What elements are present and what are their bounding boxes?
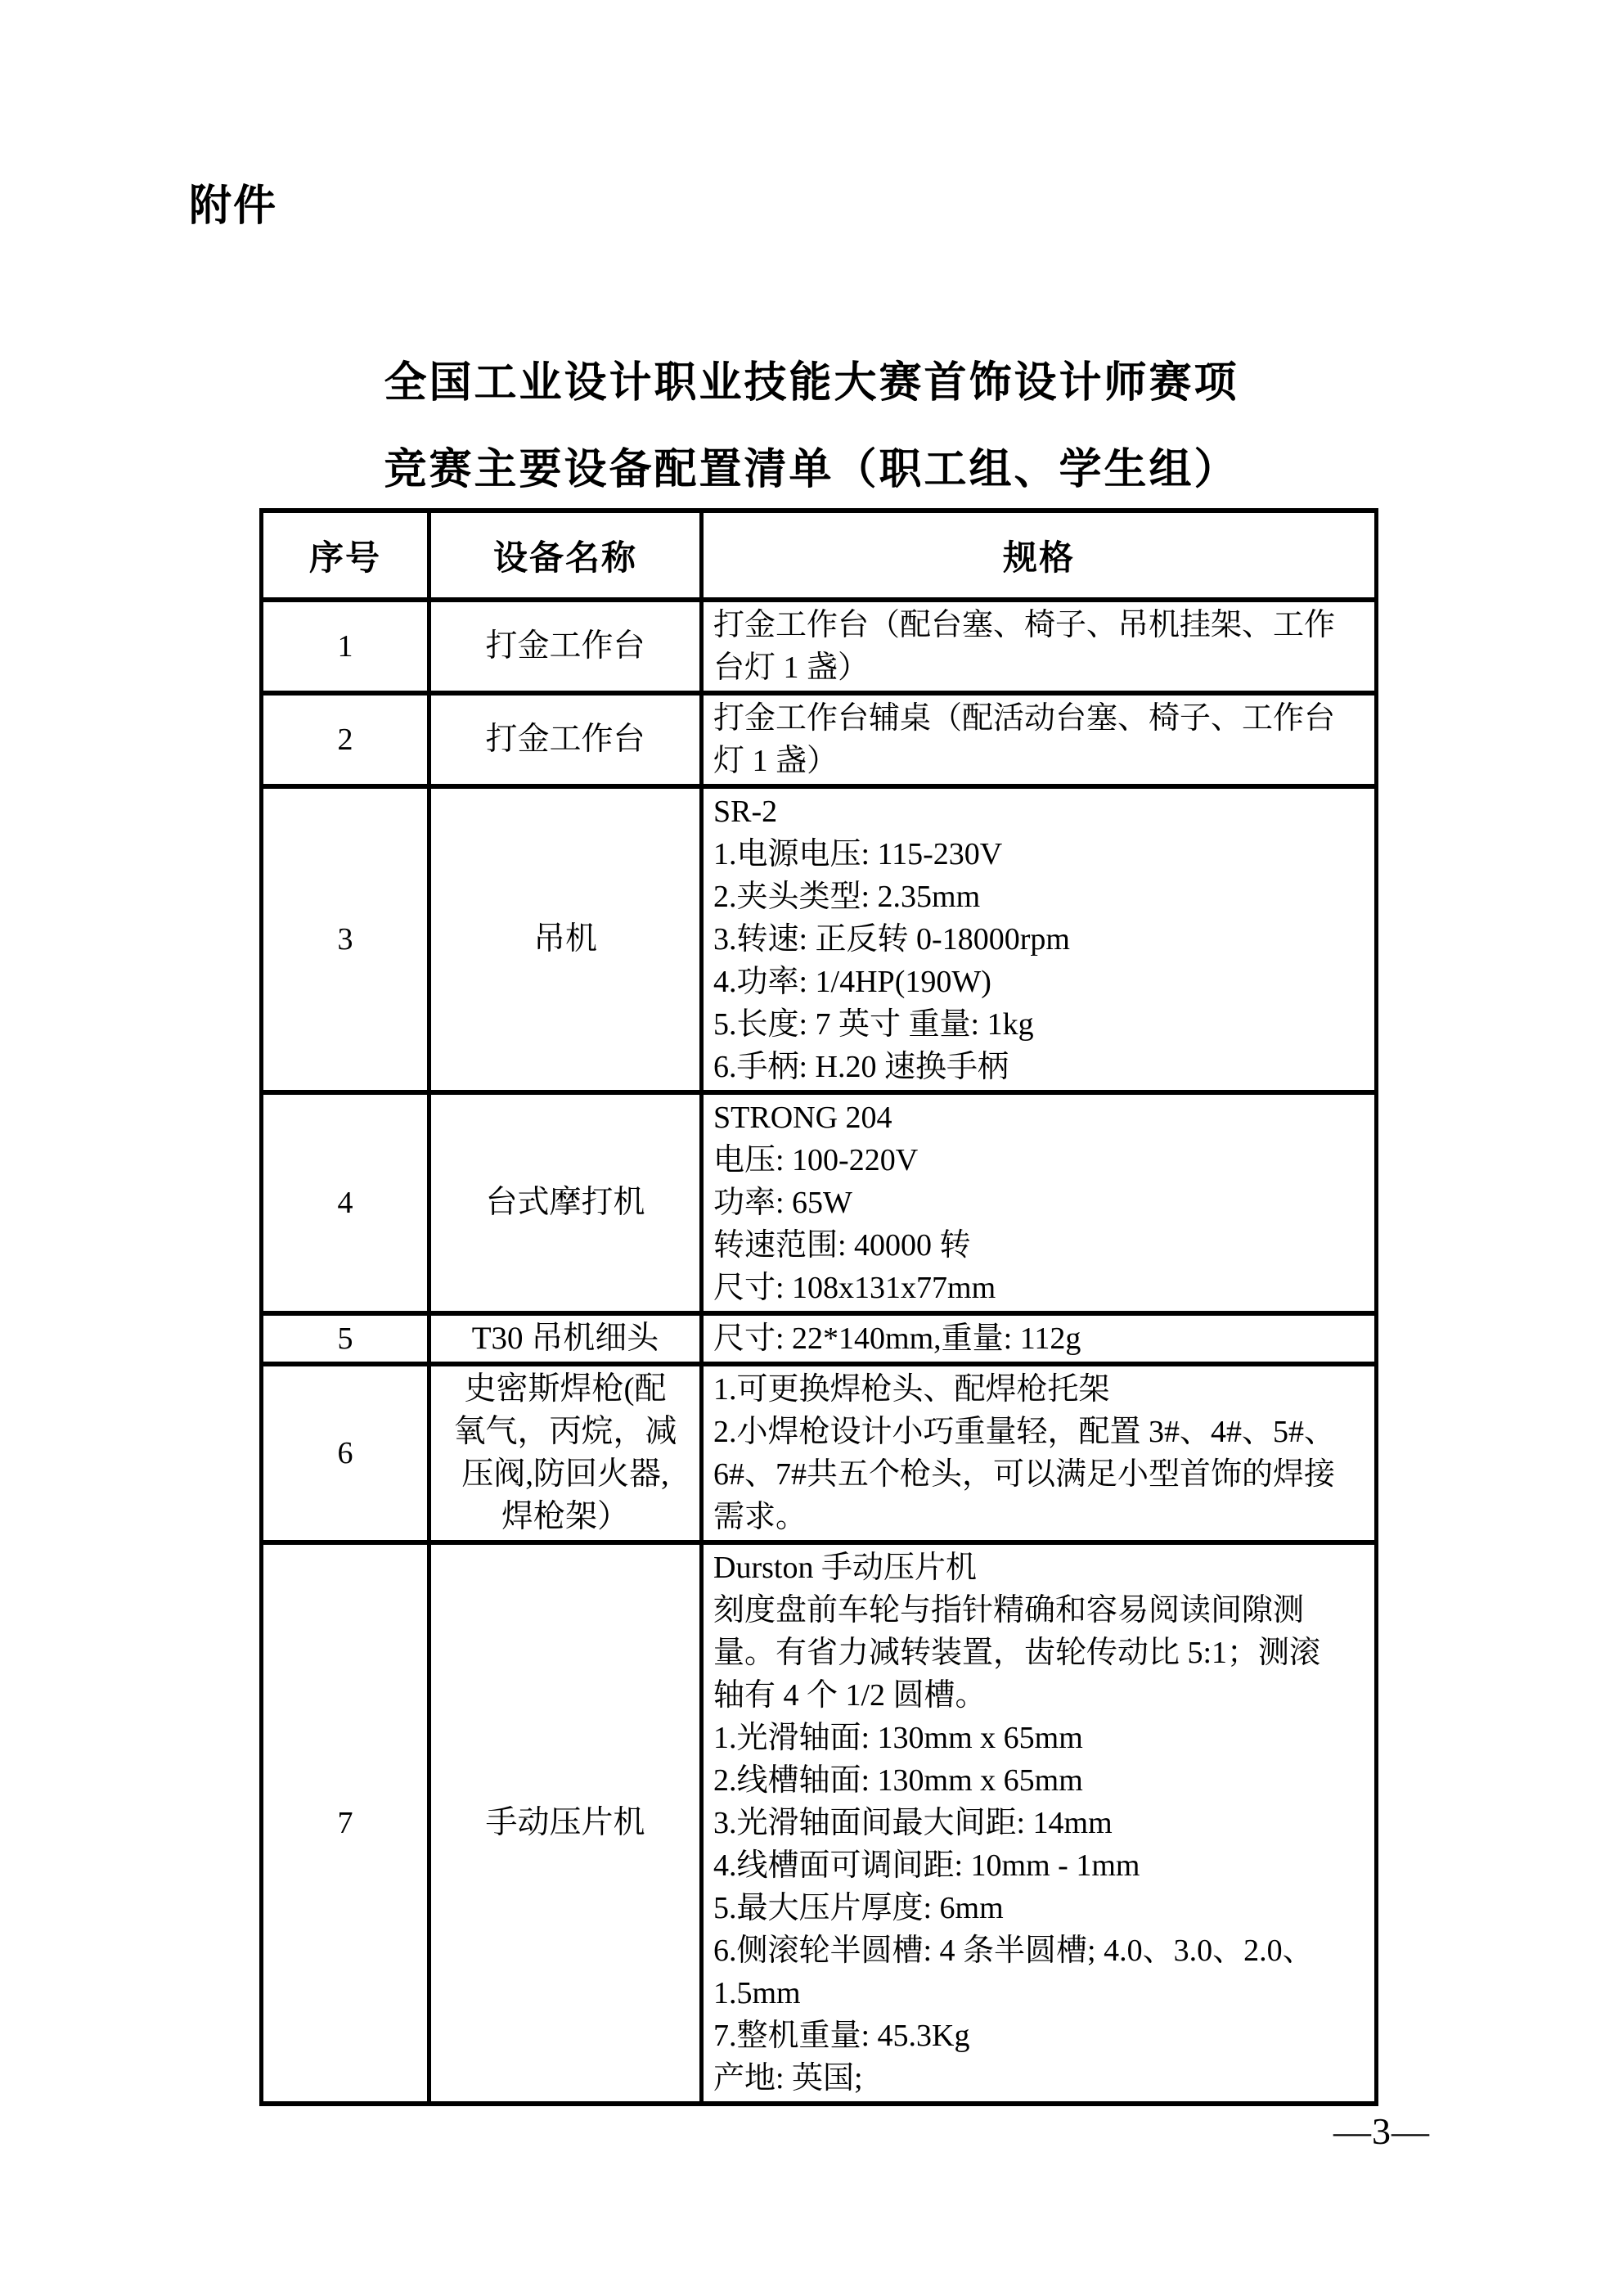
specification-line: 1.可更换焊枪头、配焊枪托架 xyxy=(713,1372,1110,1407)
specification-cell xyxy=(702,600,1377,693)
row-serial-number: 2 xyxy=(262,693,429,786)
specification-cell xyxy=(702,786,1377,1092)
specification-line: 6.手柄: H.20 速换手柄 xyxy=(713,1050,1009,1084)
table-row xyxy=(262,1092,1377,1313)
specification-line: 量。有省力减转装置，齿轮传动比 5:1；测滚 xyxy=(713,1636,1321,1670)
equipment-name-cell xyxy=(429,600,702,693)
equipment-name-line: 史密斯焊枪(配 xyxy=(464,1371,667,1407)
specification-line: 刻度盘前车轮与指针精确和容易阅读间隙测 xyxy=(713,1593,1305,1627)
specification-line: Durston 手动压片机 xyxy=(713,1551,977,1585)
specification-line: 产地: 英国; xyxy=(713,2061,863,2096)
document-title xyxy=(0,358,1623,496)
table-row xyxy=(262,1542,1377,2104)
equipment-name-line: 压阀,防回火器, xyxy=(461,1456,669,1492)
attachment-label: 附件 xyxy=(189,182,278,230)
equipment-name-cell xyxy=(429,1364,702,1542)
specification-line: 灯 1 盏） xyxy=(713,744,838,778)
specification-cell xyxy=(702,1364,1377,1542)
table-header-row xyxy=(262,511,1377,600)
equipment-name-line: 打金工作台 xyxy=(485,628,645,664)
specification-line: 打金工作台辅桌（配活动台塞、椅子、工作台 xyxy=(713,701,1336,736)
specification-line: 尺寸: 108x131x77mm xyxy=(713,1271,996,1305)
table-row xyxy=(262,786,1377,1092)
equipment-name-line: 台式摩打机 xyxy=(485,1185,645,1220)
equipment-name-line: 氧气，丙烷，减 xyxy=(453,1414,677,1449)
header-equipment-name: 设备名称 xyxy=(429,511,702,600)
specification-line: SR-2 xyxy=(713,795,778,829)
specification-line: 2.夹头类型: 2.35mm xyxy=(713,880,981,914)
specification-line: 3.转速: 正反转 0-18000rpm xyxy=(713,922,1070,957)
specification-line: 6#、7#共五个枪头，可以满足小型首饰的焊接 xyxy=(713,1457,1336,1492)
row-serial-number: 1 xyxy=(262,600,429,693)
equipment-name-cell xyxy=(429,1092,702,1313)
specification-line: 4.功率: 1/4HP(190W) xyxy=(713,965,991,999)
table-row xyxy=(262,1313,1377,1364)
specification-line: 打金工作台（配台塞、椅子、吊机挂架、工作 xyxy=(713,608,1336,642)
specification-line: 1.电源电压: 115-230V xyxy=(713,837,1003,871)
document-title-line2: 竞赛主要设备配置清单（职工组、学生组） xyxy=(384,447,1239,493)
equipment-name-cell xyxy=(429,1313,702,1364)
specification-line: 5.最大压片厚度: 6mm xyxy=(713,1891,1004,1925)
specification-cell xyxy=(702,1542,1377,2104)
table-row xyxy=(262,1364,1377,1542)
equipment-name-line: 焊枪架） xyxy=(501,1499,629,1534)
specification-line: 7.整机重量: 45.3Kg xyxy=(713,2019,970,2053)
equipment-name-line: 打金工作台 xyxy=(485,722,645,757)
equipment-name-cell xyxy=(429,786,702,1092)
header-specification: 规格 xyxy=(702,511,1377,600)
equipment-name-line: 手动压片机 xyxy=(485,1805,645,1840)
row-serial-number: 3 xyxy=(262,786,429,1092)
specification-cell xyxy=(702,693,1377,786)
table-row xyxy=(262,600,1377,693)
specification-line: 电压: 100-220V xyxy=(713,1143,919,1177)
specification-line: 尺寸: 22*140mm,重量: 112g xyxy=(713,1321,1081,1356)
page-number: —3— xyxy=(1333,2110,1430,2152)
equipment-name-cell xyxy=(429,693,702,786)
equipment-name-line: T30 吊机细头 xyxy=(471,1321,659,1356)
specification-line: 台灯 1 盏） xyxy=(713,651,870,685)
document-title-line1: 全国工业设计职业技能大赛首饰设计师赛项 xyxy=(384,360,1239,407)
specification-line: 1.5mm xyxy=(713,1976,801,2010)
row-serial-number: 7 xyxy=(262,1542,429,2104)
specification-line: STRONG 204 xyxy=(713,1101,892,1135)
equipment-name-cell xyxy=(429,1542,702,2104)
specification-line: 需求。 xyxy=(713,1500,807,1534)
specification-line: 功率: 65W xyxy=(713,1186,852,1220)
equipment-table-body xyxy=(262,600,1377,2104)
specification-line: 轴有 4 个 1/2 圆槽。 xyxy=(713,1678,987,1713)
row-serial-number: 4 xyxy=(262,1092,429,1313)
specification-line: 转速范围: 40000 转 xyxy=(713,1228,971,1263)
row-serial-number: 6 xyxy=(262,1364,429,1542)
specification-line: 4.线槽面可调间距: 10mm - 1mm xyxy=(713,1848,1140,1883)
equipment-name-line: 吊机 xyxy=(533,921,597,957)
specification-line: 5.长度: 7 英寸 重量: 1kg xyxy=(713,1007,1034,1042)
specification-line: 2.小焊枪设计小巧重量轻，配置 3#、4#、5#、 xyxy=(713,1415,1336,1449)
header-serial-number: 序号 xyxy=(262,511,429,600)
specification-cell xyxy=(702,1092,1377,1313)
equipment-table xyxy=(259,508,1378,2106)
specification-cell xyxy=(702,1313,1377,1364)
table-row xyxy=(262,693,1377,786)
row-serial-number: 5 xyxy=(262,1313,429,1364)
specification-line: 1.光滑轴面: 130mm x 65mm xyxy=(713,1721,1083,1755)
specification-line: 6.侧滚轮半圆槽: 4 条半圆槽; 4.0、3.0、2.0、 xyxy=(713,1934,1314,1968)
specification-line: 3.光滑轴面间最大间距: 14mm xyxy=(713,1806,1113,1840)
specification-line: 2.线槽轴面: 130mm x 65mm xyxy=(713,1763,1083,1798)
